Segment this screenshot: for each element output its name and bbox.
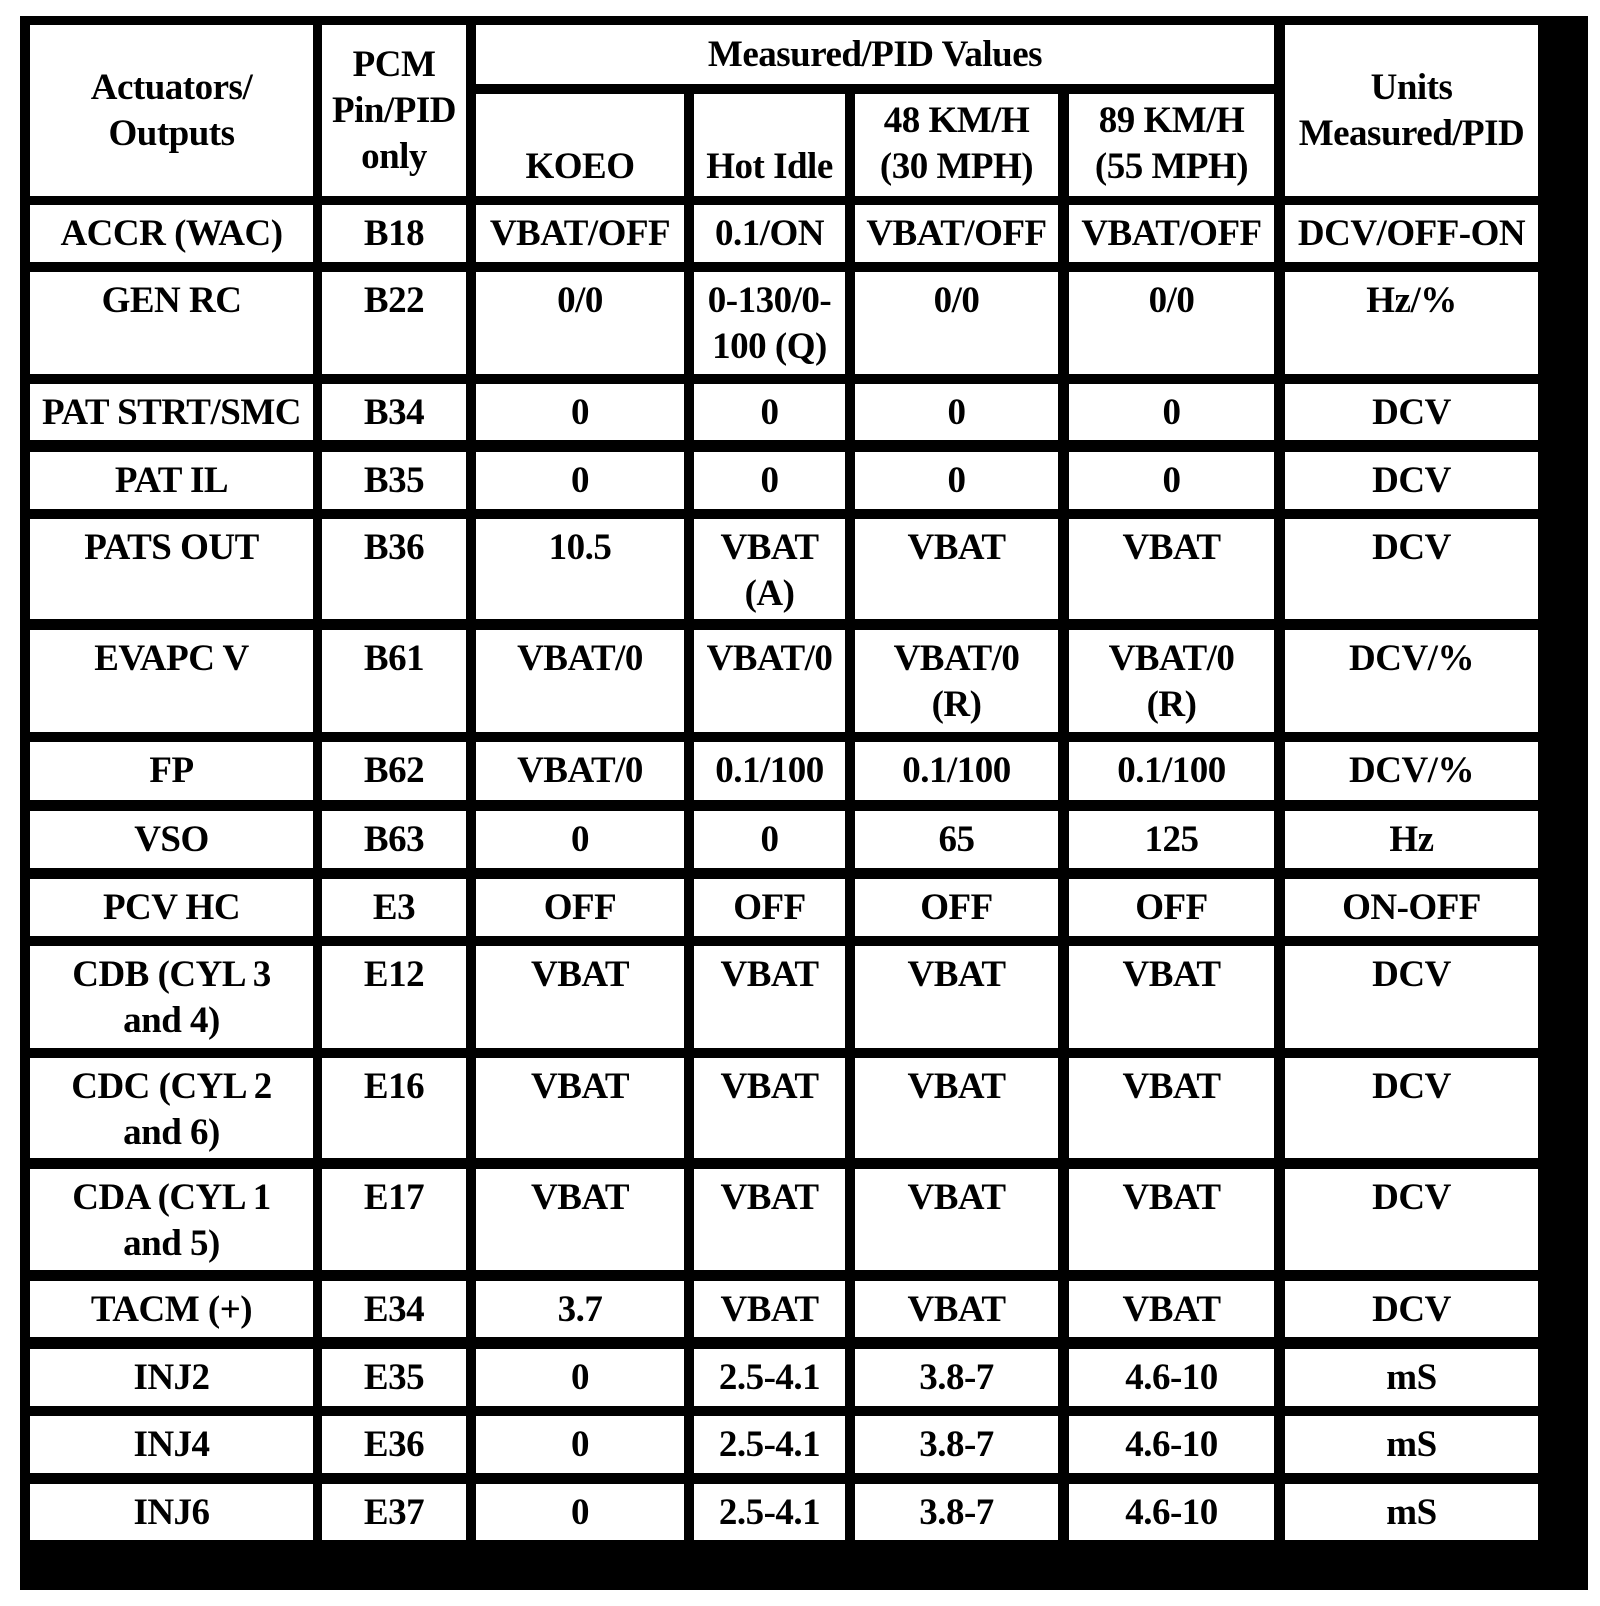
cell-line: VBAT [720, 527, 819, 568]
cell-line: B36 [363, 527, 425, 568]
kmh48-cell [855, 452, 1058, 509]
cell-line: E36 [363, 1424, 425, 1465]
hot-idle-cell [694, 1349, 845, 1406]
kmh48-cell [855, 1349, 1058, 1406]
cell-line: 0 [1162, 392, 1181, 433]
cell-line: INJ4 [133, 1424, 210, 1465]
kmh89-cell [1069, 384, 1274, 440]
cell-line: VBAT [1122, 1066, 1221, 1107]
cell-line: (A) [744, 573, 795, 614]
actuator-cell [30, 1416, 313, 1473]
cell-line: VBAT/0 [893, 638, 1020, 679]
cell-line: VBAT [1122, 1177, 1221, 1218]
units-cell [1285, 1416, 1538, 1473]
cell-line: Measured/PID [1298, 112, 1525, 154]
cell-line: E34 [363, 1289, 425, 1330]
cell-line: B35 [363, 460, 425, 501]
cell-line: 0 [947, 392, 966, 433]
kmh48-cell [855, 946, 1058, 1048]
header-hot-idle [694, 94, 845, 196]
header-pcm-pin [322, 25, 466, 196]
kmh48-cell [855, 205, 1058, 262]
hot-idle-cell [694, 1169, 845, 1270]
cell-line: VBAT [907, 1177, 1006, 1218]
koeo-cell [476, 384, 684, 440]
actuator-cell [30, 1058, 313, 1158]
kmh89-cell [1069, 811, 1274, 868]
actuator-cell [30, 384, 313, 440]
kmh89-cell [1069, 1058, 1274, 1158]
cell-line: DCV/% [1349, 750, 1474, 791]
cell-line: DCV [1372, 460, 1451, 501]
cell-line: CDB (CYL 3 [72, 954, 271, 995]
hot-idle-cell [694, 1058, 845, 1158]
cell-line: 0 [947, 460, 966, 501]
kmh89-cell [1069, 1349, 1274, 1406]
cell-line: VBAT/0 [706, 638, 833, 679]
units-cell [1285, 811, 1538, 868]
cell-line: 65 [938, 819, 975, 860]
kmh89-cell [1069, 205, 1274, 262]
pin-cell [322, 742, 466, 800]
koeo-cell [476, 1058, 684, 1158]
cell-line: VBAT [907, 527, 1006, 568]
cell-line: E37 [363, 1492, 425, 1533]
pin-cell [322, 811, 466, 868]
hot-idle-cell [694, 946, 845, 1048]
pin-cell [322, 1349, 466, 1406]
cell-line: and 4) [123, 1000, 220, 1041]
cell-line: VBAT [720, 954, 819, 995]
kmh89-cell [1069, 272, 1274, 374]
actuator-cell [30, 1349, 313, 1406]
kmh89-cell [1069, 742, 1274, 800]
cell-line: E17 [363, 1177, 425, 1218]
hot-idle-cell [694, 272, 845, 374]
units-cell [1285, 519, 1538, 619]
cell-line: VBAT [720, 1177, 819, 1218]
cell-line: DCV [1372, 392, 1451, 433]
cell-line: INJ2 [133, 1357, 210, 1398]
koeo-cell [476, 1281, 684, 1337]
units-cell [1285, 1281, 1538, 1337]
cell-line: INJ6 [133, 1492, 210, 1533]
cell-line: 0 [571, 392, 589, 433]
cell-line: OFF [1135, 887, 1208, 928]
cell-line: 0.1/100 [1117, 750, 1226, 791]
cell-line: VBAT [1122, 954, 1221, 995]
kmh89-cell [1069, 1169, 1274, 1270]
pin-cell [322, 1169, 466, 1270]
cell-line: PAT IL [114, 460, 229, 501]
cell-line: 0 [571, 1424, 589, 1465]
hot-idle-cell [694, 879, 845, 936]
koeo-cell [476, 519, 684, 619]
kmh48-cell [855, 1484, 1058, 1540]
kmh89-cell [1069, 519, 1274, 619]
cell-line: OFF [920, 887, 993, 928]
cell-line: E3 [372, 887, 416, 928]
hot-idle-cell [694, 519, 845, 619]
pin-cell [322, 1058, 466, 1158]
koeo-cell [476, 452, 684, 509]
outputs-table [20, 16, 1588, 1590]
cell-line: VBAT/OFF [866, 213, 1047, 254]
cell-line: Outputs [108, 112, 235, 154]
pin-cell [322, 272, 466, 374]
pin-cell [322, 452, 466, 509]
pin-cell [322, 384, 466, 440]
kmh48-cell [855, 519, 1058, 619]
cell-line: (55 MPH) [1094, 146, 1249, 187]
cell-line: 0 [760, 392, 779, 433]
hot-idle-cell [694, 1484, 845, 1540]
cell-line: 0 [571, 460, 589, 501]
units-cell [1285, 1169, 1538, 1270]
cell-line: (R) [1146, 684, 1197, 725]
cell-line: PCM [352, 43, 436, 85]
cell-line: mS [1386, 1357, 1437, 1398]
koeo-cell [476, 879, 684, 936]
cell-line: 0.1/100 [715, 750, 824, 791]
cell-line: Actuators/ [90, 66, 253, 108]
koeo-cell [476, 946, 684, 1048]
cell-line: (R) [931, 684, 982, 725]
cell-line: B18 [363, 213, 425, 254]
kmh48-cell [855, 272, 1058, 374]
cell-line: (30 MPH) [879, 146, 1034, 187]
hot-idle-cell [694, 630, 845, 732]
units-cell [1285, 272, 1538, 374]
cell-line: 89 KM/H [1098, 100, 1245, 141]
cell-line: 0 [760, 819, 779, 860]
koeo-cell [476, 1416, 684, 1473]
pin-cell [322, 946, 466, 1048]
kmh89-cell [1069, 1484, 1274, 1540]
pin-cell [322, 1281, 466, 1337]
cell-line: DCV [1372, 954, 1451, 995]
header-89-kmh [1069, 94, 1274, 196]
actuator-cell [30, 1484, 313, 1540]
header-48-kmh [855, 94, 1058, 196]
cell-line: 3.8-7 [919, 1492, 994, 1533]
kmh48-cell [855, 1416, 1058, 1473]
actuator-cell [30, 205, 313, 262]
hot-idle-cell [694, 811, 845, 868]
actuator-cell [30, 519, 313, 619]
koeo-cell [476, 742, 684, 800]
cell-line: CDC (CYL 2 [71, 1066, 272, 1107]
cell-line: 0 [760, 460, 779, 501]
units-cell [1285, 1058, 1538, 1158]
cell-line: PCV HC [102, 887, 241, 928]
actuator-cell [30, 742, 313, 800]
actuator-cell [30, 452, 313, 509]
units-cell [1285, 384, 1538, 440]
cell-line: Units [1370, 66, 1453, 108]
header-measured-pid-values: Measured/PID Values [476, 25, 1274, 84]
header-actuators [30, 25, 313, 196]
cell-line: KOEO [525, 146, 635, 187]
cell-line: 4.6-10 [1125, 1357, 1218, 1398]
cell-line: DCV/OFF-ON [1297, 213, 1526, 254]
cell-line: E12 [363, 954, 425, 995]
pin-cell [322, 1416, 466, 1473]
koeo-cell [476, 811, 684, 868]
pin-cell [322, 1484, 466, 1540]
cell-line: B61 [363, 638, 425, 679]
cell-line: FP [149, 750, 194, 791]
cell-line: VBAT [720, 1289, 819, 1330]
cell-line: DCV/% [1349, 638, 1474, 679]
actuator-cell [30, 1169, 313, 1270]
cell-line: 48 KM/H [883, 100, 1030, 141]
cell-line: VBAT [530, 1177, 630, 1218]
cell-line: 0/0 [557, 280, 603, 321]
cell-line: 0/0 [933, 280, 980, 321]
cell-line: 0 [571, 1357, 589, 1398]
cell-line: DCV [1372, 1289, 1451, 1330]
actuator-cell [30, 879, 313, 936]
cell-line: 100 (Q) [712, 326, 827, 367]
cell-line: E35 [363, 1357, 425, 1398]
kmh48-cell [855, 879, 1058, 936]
cell-line: DCV [1372, 1177, 1451, 1218]
hot-idle-cell [694, 384, 845, 440]
cell-line: 2.5-4.1 [718, 1357, 821, 1398]
cell-line: 0.1/100 [902, 750, 1011, 791]
cell-line: 3.7 [557, 1289, 603, 1330]
cell-line: B63 [363, 819, 425, 860]
actuator-cell [30, 272, 313, 374]
cell-line: 3.8-7 [919, 1357, 994, 1398]
units-cell [1285, 1349, 1538, 1406]
cell-line: VBAT [907, 954, 1006, 995]
units-cell [1285, 1484, 1538, 1540]
kmh48-cell [855, 1169, 1058, 1270]
cell-line: ACCR (WAC) [60, 213, 283, 254]
cell-line: 125 [1144, 819, 1199, 860]
cell-line: VBAT/0 [1108, 638, 1235, 679]
cell-line: VSO [134, 819, 209, 860]
cell-line: VBAT [1122, 1289, 1221, 1330]
cell-line: VBAT [530, 954, 630, 995]
kmh89-cell [1069, 630, 1274, 732]
kmh48-cell [855, 1281, 1058, 1337]
hot-idle-cell [694, 1416, 845, 1473]
units-cell [1285, 946, 1538, 1048]
cell-line: TACM (+) [90, 1289, 253, 1330]
cell-line: 3.8-7 [919, 1424, 994, 1465]
pin-cell [322, 519, 466, 619]
kmh48-cell [855, 384, 1058, 440]
cell-line: PATS OUT [84, 527, 259, 568]
cell-line: VBAT [530, 1066, 630, 1107]
actuator-cell [30, 946, 313, 1048]
hot-idle-cell [694, 452, 845, 509]
koeo-cell [476, 1484, 684, 1540]
cell-line: PAT STRT/SMC [42, 392, 301, 433]
cell-line: mS [1386, 1424, 1437, 1465]
units-cell [1285, 452, 1538, 509]
cell-line: VBAT/0 [517, 750, 643, 791]
cell-line: VBAT [1122, 527, 1221, 568]
cell-line: VBAT/OFF [1081, 213, 1262, 254]
cell-line: VBAT [907, 1289, 1006, 1330]
cell-line: 0 [571, 819, 589, 860]
koeo-cell [476, 630, 684, 732]
cell-line: and 6) [123, 1112, 220, 1153]
cell-line: CDA (CYL 1 [72, 1177, 271, 1218]
kmh89-cell [1069, 1416, 1274, 1473]
cell-line: Hz [1389, 819, 1434, 860]
actuator-cell [30, 630, 313, 732]
actuator-cell [30, 1281, 313, 1337]
cell-line: GEN RC [101, 280, 242, 321]
hot-idle-cell [694, 1281, 845, 1337]
cell-line: Pin/PID [332, 89, 456, 131]
cell-line: E16 [363, 1066, 425, 1107]
pin-cell [322, 879, 466, 936]
cell-line: B62 [363, 750, 425, 791]
cell-line: ON-OFF [1342, 887, 1481, 928]
hot-idle-cell [694, 205, 845, 262]
units-cell [1285, 205, 1538, 262]
koeo-cell [476, 1169, 684, 1270]
cell-line: VBAT [907, 1066, 1006, 1107]
kmh89-cell [1069, 452, 1274, 509]
pin-cell [322, 205, 466, 262]
hot-idle-cell [694, 742, 845, 800]
cell-line: DCV [1372, 1066, 1451, 1107]
pin-cell [322, 630, 466, 732]
cell-line: 0 [571, 1492, 589, 1533]
koeo-cell [476, 1349, 684, 1406]
koeo-cell [476, 205, 684, 262]
kmh48-cell [855, 742, 1058, 800]
cell-line: mS [1386, 1492, 1437, 1533]
cell-line: DCV [1372, 527, 1451, 568]
cell-line: 0/0 [1148, 280, 1195, 321]
cell-line: 2.5-4.1 [718, 1424, 821, 1465]
units-cell [1285, 630, 1538, 732]
kmh89-cell [1069, 946, 1274, 1048]
cell-line: 10.5 [548, 527, 612, 568]
actuator-cell [30, 811, 313, 868]
cell-line: and 5) [123, 1223, 220, 1264]
cell-line: 4.6-10 [1125, 1424, 1218, 1465]
cell-line: B34 [363, 392, 425, 433]
cell-line: 0-130/0- [707, 280, 832, 321]
kmh48-cell [855, 630, 1058, 732]
cell-line: VBAT/OFF [489, 213, 671, 254]
units-cell [1285, 879, 1538, 936]
kmh48-cell [855, 811, 1058, 868]
cell-line: B22 [363, 280, 425, 321]
cell-line: VBAT [720, 1066, 819, 1107]
cell-line: Hz/% [1366, 280, 1457, 321]
units-cell [1285, 742, 1538, 800]
cell-line: only [361, 135, 427, 177]
koeo-cell [476, 272, 684, 374]
cell-line: OFF [733, 887, 806, 928]
kmh89-cell [1069, 1281, 1274, 1337]
cell-line: VBAT/0 [517, 638, 643, 679]
kmh89-cell [1069, 879, 1274, 936]
cell-line: 0.1/ON [714, 213, 825, 254]
cell-line: Hot Idle [706, 146, 833, 187]
cell-line: 0 [1162, 460, 1181, 501]
header-koeo [476, 94, 684, 196]
cell-line: 2.5-4.1 [718, 1492, 821, 1533]
kmh48-cell [855, 1058, 1058, 1158]
cell-line: OFF [543, 887, 617, 928]
cell-line: 4.6-10 [1125, 1492, 1218, 1533]
header-units [1285, 25, 1538, 196]
cell-line: EVAPC V [94, 638, 249, 679]
